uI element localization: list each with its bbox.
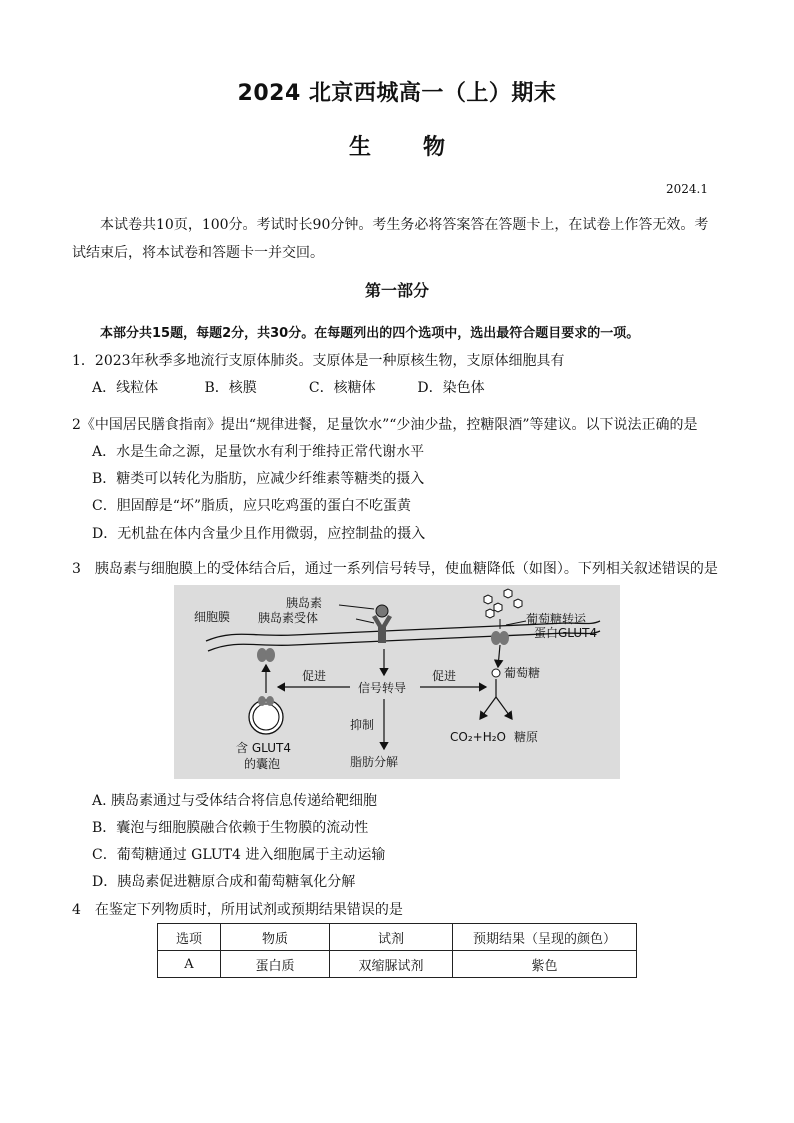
label-promote-right: 促进	[432, 669, 457, 683]
subject-title: 生物	[348, 135, 497, 160]
exam-date: 2024.1	[666, 182, 708, 196]
table-header: 试剂	[330, 924, 453, 951]
q2-option-c[interactable]: C．胆固醇是“坏”脂质，应只吃鸡蛋的蛋白不吃蛋黄	[92, 498, 412, 514]
insulin-molecule	[376, 605, 388, 617]
q1-option-c[interactable]: C．核糖体	[308, 380, 376, 396]
glut4-left	[257, 648, 275, 662]
glut4-right	[491, 631, 509, 645]
q1-stem: 1．2023年秋季多地流行支原体肺炎。支原体是一种原核生物，支原体细胞具有	[72, 353, 565, 369]
table-header-row	[158, 924, 637, 951]
label-transporter-1: 葡萄糖转运	[526, 612, 587, 626]
label-glycogen: 糖原	[514, 730, 539, 744]
table-header: 预期结果（呈现的颜色）	[453, 924, 637, 951]
insulin-receptor	[372, 615, 392, 643]
label-inhibit: 抑制	[350, 718, 375, 732]
label-fat: 脂肪分解	[350, 755, 399, 769]
q3-option-c[interactable]: C．葡萄糖通过 GLUT4 进入细胞属于主动运输	[92, 847, 386, 863]
label-vesicle-2: 的囊泡	[244, 757, 281, 771]
label-receptor: 胰岛素受体	[258, 611, 319, 625]
q2-option-b[interactable]: B．糖类可以转化为脂肪，应减少纤维素等糖类的摄入	[92, 471, 425, 487]
q3-stem: 3 胰岛素与细胞膜上的受体结合后，通过一系列信号转导，使血糖降低（如图）。下列相关叙述错误的是	[72, 561, 718, 577]
exam-title: 2024 北京西城高一（上）期末	[237, 81, 557, 106]
glucose-inside	[492, 669, 500, 677]
label-signal: 信号转导	[358, 681, 407, 695]
q3-option-d[interactable]: D．胰岛素促进糖原合成和葡萄糖氧化分解	[92, 874, 356, 890]
q1-options	[92, 377, 485, 397]
table-header: 选项	[158, 924, 221, 951]
glucose-outside	[484, 589, 522, 618]
q2-option-d[interactable]: D．无机盐在体内含量少且作用微弱，应控制盐的摄入	[92, 526, 426, 542]
label-membrane: 细胞膜	[194, 610, 231, 624]
label-insulin: 胰岛素	[286, 596, 323, 610]
q1-option-d[interactable]: D．染色体	[417, 380, 485, 396]
q1-option-b[interactable]: B．核膜	[204, 380, 257, 396]
q3-option-a[interactable]: A. 胰岛素通过与受体结合将信息传递给靶细胞	[92, 793, 378, 809]
label-vesicle-1: 含 GLUT4	[236, 741, 291, 755]
label-co2-h2o: CO₂+H₂O	[450, 730, 506, 744]
q2-stem: 2《中国居民膳食指南》提出“规律进餐，足量饮水”“少油少盐，控糖限酒”等建议。以下说法正确的是	[72, 417, 698, 433]
label-glucose: 葡萄糖	[504, 666, 541, 680]
diagram-canvas	[174, 585, 620, 779]
insulin-signaling-diagram	[174, 585, 620, 779]
label-promote-left: 促进	[302, 669, 327, 683]
table-cell: 蛋白质	[221, 951, 330, 978]
q1-option-a[interactable]: A．线粒体	[92, 380, 159, 396]
exam-instructions: 本试卷共10页，100分。考试时长90分钟。考生务必将答案答在答题卡上，在试卷上作答无效。考试结束后，将本试卷和答题卡一并交回。	[72, 217, 709, 261]
label-transporter-2: 蛋白GLUT4	[534, 626, 598, 640]
table-cell: 双缩脲试剂	[330, 951, 453, 978]
table-row	[158, 951, 637, 978]
q4-table	[157, 923, 637, 978]
section-title: 第一部分	[364, 281, 429, 300]
q3-option-b[interactable]: B．囊泡与细胞膜融合依赖于生物膜的流动性	[92, 820, 369, 836]
table-cell: A	[158, 951, 221, 978]
table-header: 物质	[221, 924, 330, 951]
table-cell: 紫色	[453, 951, 637, 978]
section-note: 本部分共15题，每题2分，共30分。在每题列出的四个选项中，选出最符合题目要求的一项。	[100, 326, 640, 341]
glut4-vesicle	[249, 696, 283, 734]
q4-stem: 4 在鉴定下列物质时，所用试剂或预期结果错误的是	[72, 902, 403, 918]
q2-option-a[interactable]: A．水是生命之源，足量饮水有利于维持正常代谢水平	[92, 444, 425, 460]
